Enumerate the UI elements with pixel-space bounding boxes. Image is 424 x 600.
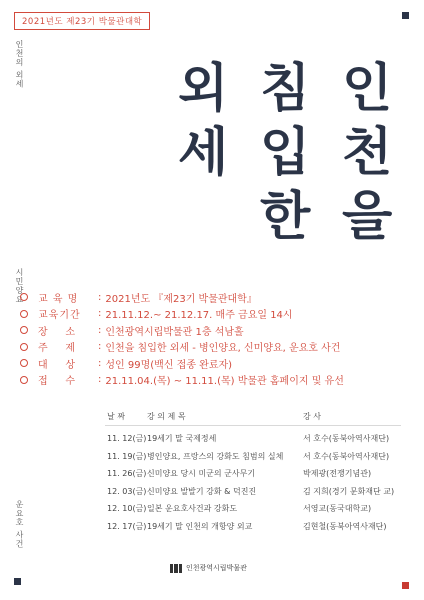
bullet-icon <box>20 359 28 367</box>
row-lecturer: 김현철(동북아역사재단) <box>303 521 387 531</box>
row-lecturer: 서 호수(동북아역사재단) <box>303 451 390 461</box>
bullet-icon <box>20 326 28 334</box>
row-lecturer: 서 호수(동북아역사재단) <box>303 434 390 444</box>
table-row <box>105 500 401 518</box>
info-label: 접 수 <box>38 376 77 388</box>
info-value: 2021년도 『제23기 박물관대학』 <box>105 293 257 305</box>
header-date: 날 짜 <box>107 412 125 421</box>
table-row <box>105 448 401 466</box>
info-row-course: 교 육 명 : 2021년도 『제23기 박물관대학』 <box>20 289 344 306</box>
row-title: 병인양요, 프랑스의 강화도 침범의 실체 <box>147 451 284 461</box>
table-row <box>105 518 401 536</box>
row-date: 11. 26(금) <box>107 469 147 479</box>
table-row <box>105 465 401 483</box>
info-row-venue: 장 소 : 인천광역시립박물관 1층 석남홀 <box>20 322 344 339</box>
side-label-top: 인천의 외세 <box>15 40 24 89</box>
title-char: 한 <box>260 187 313 247</box>
row-lecturer: 박제광(전쟁기념관) <box>303 469 372 479</box>
bullet-icon <box>20 376 28 384</box>
side-label-bottom: 운요호 사건 <box>15 500 24 549</box>
info-row-topic: 주 제 : 인천을 침입한 외세 - 병인양요, 신미양요, 운요호 사건 <box>20 339 344 356</box>
info-value: 21.11.04.(목) ~ 11.11.(목) 박물관 홈페이지 및 유선 <box>105 376 344 388</box>
title-char: 천 <box>342 123 395 183</box>
info-label: 주 제 <box>38 343 77 355</box>
info-value: 성인 99명(백신 접종 완료자) <box>105 359 233 371</box>
info-value: 21.11.12.~ 21.12.17. 매주 금요일 14시 <box>105 310 293 322</box>
table-row <box>105 483 401 501</box>
side-label-middle: 시민양요 <box>15 268 24 304</box>
row-date: 12. 03(금) <box>107 486 147 496</box>
row-title: 신미양요 발발기 강화 & 덕진진 <box>147 486 257 496</box>
info-value: 인천광역시립박물관 1층 석남홀 <box>105 326 244 338</box>
info-row-period: 교육기간 : 21.11.12.~ 21.12.17. 매주 금요일 14시 <box>20 306 344 323</box>
bullet-icon <box>20 343 28 351</box>
title-char: 인 <box>342 59 395 119</box>
row-lecturer: 서영교(동국대학교) <box>303 504 372 514</box>
title-char: 을 <box>342 187 395 247</box>
title-char: 침 <box>260 59 313 119</box>
event-banner <box>14 12 150 30</box>
info-row-audience: 대 상 : 성인 99명(백신 접종 완료자) <box>20 355 344 372</box>
info-label: 교 육 명 <box>38 293 79 305</box>
info-value: 인천을 침입한 외세 - 병인양요, 신미양요, 운요호 사건 <box>105 343 341 355</box>
row-title: 19세기 말 인천의 개항양 외교 <box>147 521 253 531</box>
row-date: 12. 17(금) <box>107 521 147 531</box>
row-title: 신미양요 당시 미군의 군사무기 <box>147 469 256 479</box>
title-char: 외 <box>178 59 231 119</box>
row-date: 12. 10(금) <box>107 504 147 514</box>
info-label: 장 소 <box>38 326 77 338</box>
museum-logo-icon <box>170 564 182 573</box>
title-char: 입 <box>260 123 313 183</box>
title-char: 세 <box>178 123 231 183</box>
info-label: 대 상 <box>38 359 77 371</box>
corner-square-bottom-right <box>402 582 409 589</box>
corner-square-top-right <box>402 12 409 19</box>
event-info-list <box>20 289 344 388</box>
schedule-table <box>105 411 401 535</box>
schedule-header <box>105 411 401 426</box>
table-row <box>105 430 401 448</box>
row-title: 19세기 말 국제정세 <box>147 434 217 444</box>
info-label: 교육기간 <box>38 310 81 322</box>
museum-name: 인천광역시립박물관 <box>186 564 247 572</box>
info-row-registration: 접 수 : 21.11.04.(목) ~ 11.11.(목) 박물관 홈페이지 및 유선 <box>20 372 344 389</box>
row-lecturer: 김 지희(경기 문화재단 교) <box>303 486 395 496</box>
row-title: 일본 운요호사건과 강화도 <box>147 504 238 514</box>
corner-square-bottom-left <box>14 578 21 585</box>
bullet-icon <box>20 293 28 301</box>
row-date: 11. 19(금) <box>107 451 147 461</box>
header-lecturer: 강 사 <box>303 412 321 421</box>
museum-logo <box>170 563 247 573</box>
header-title: 강 의 제 목 <box>147 412 186 421</box>
event-banner-label: 2021년도 제23기 박물관대학 <box>22 17 143 27</box>
row-date: 11. 12(금) <box>107 434 147 444</box>
bullet-icon <box>20 310 28 318</box>
